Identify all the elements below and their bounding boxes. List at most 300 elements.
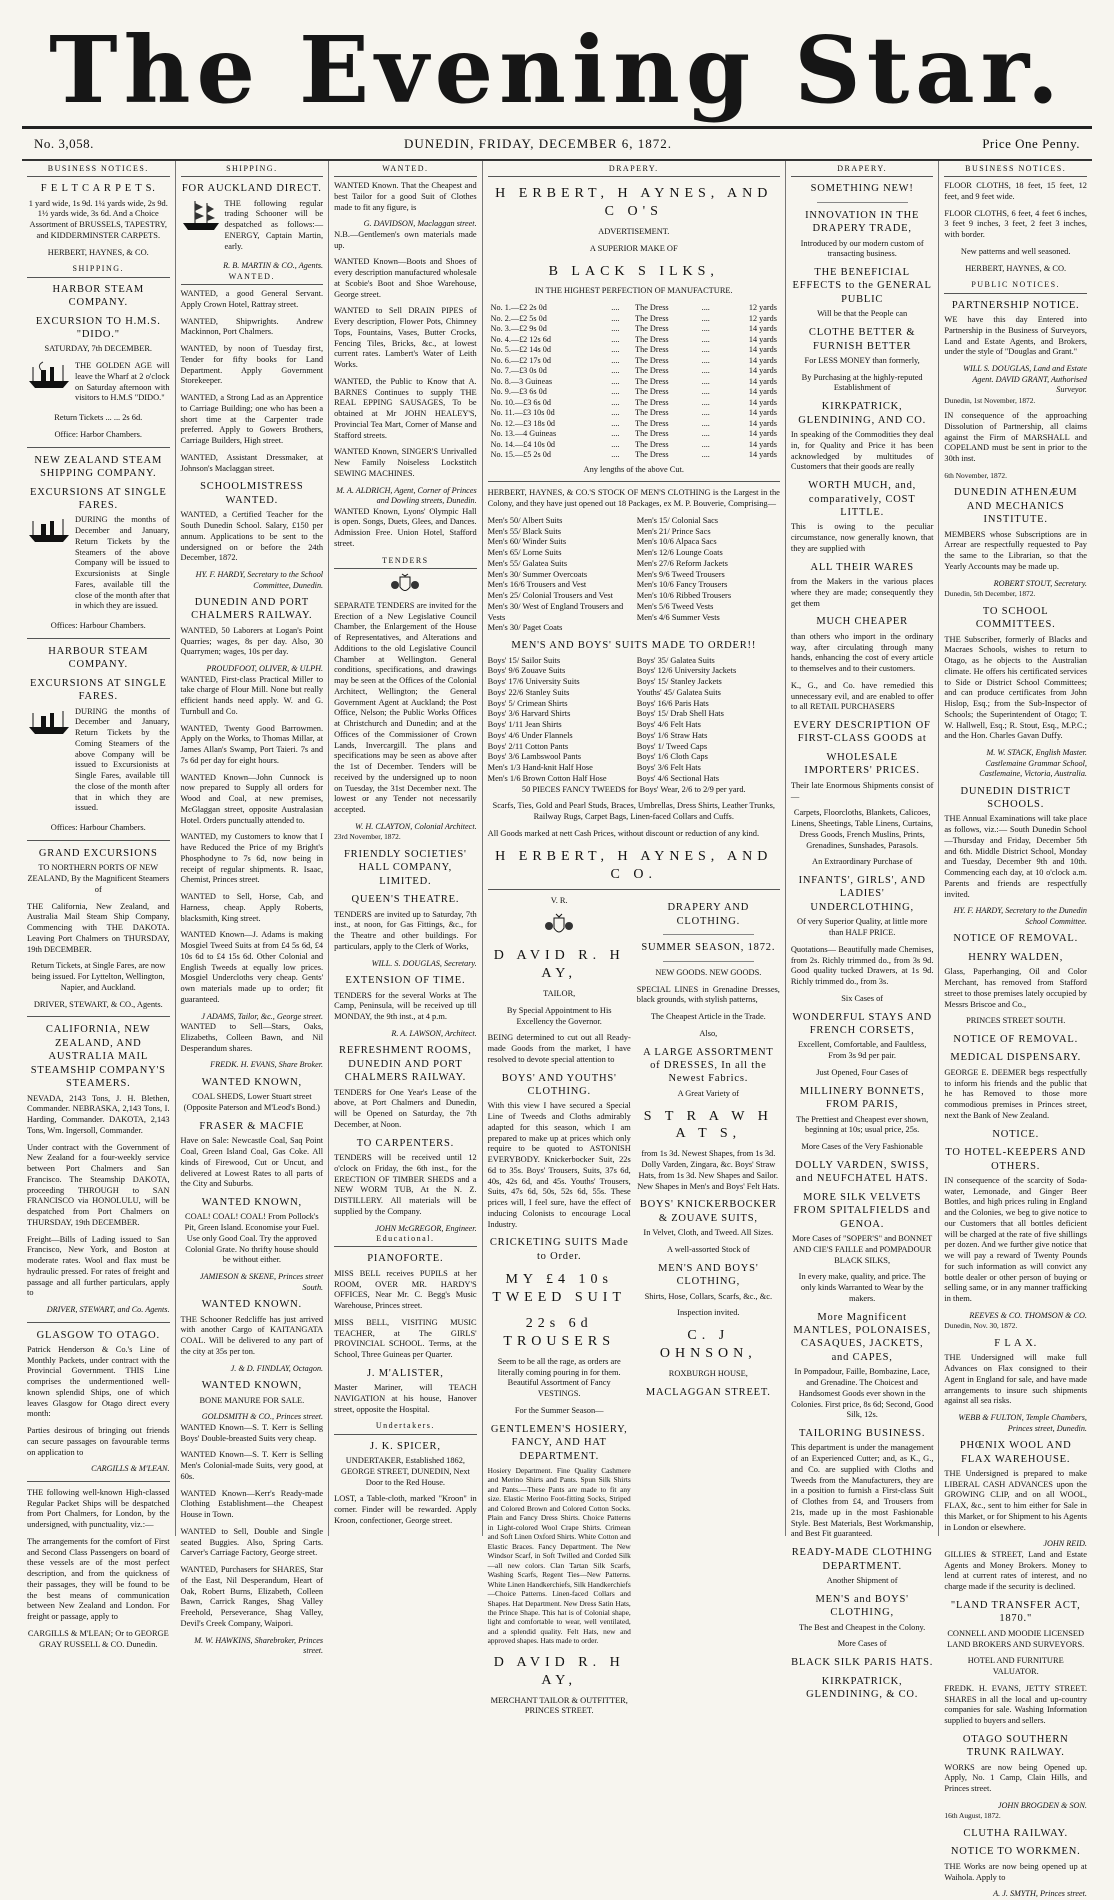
ad-title: CRICKETING SUITS Made to Order. <box>489 1237 629 1262</box>
ad-text: Excellent, Comfortable, and Faultless, From 3s 9d per pair. <box>797 1040 927 1061</box>
column-3 <box>329 161 483 1536</box>
table-cell: No. 3.—£2 9s 0d <box>490 324 547 334</box>
ad-date: 6th November, 1872. <box>944 470 1007 480</box>
ad-text: Glass, Paperhanging, Oil and Color Merchant, has removed from Stafford street to those premises lately occupied by Messrs Briscoe and Co., <box>944 967 1087 1009</box>
masthead <box>22 14 1092 126</box>
table-cell: The Dress <box>635 450 669 460</box>
list-item: Men's 10/6 Alpaca Sacs <box>636 537 717 547</box>
ad-signature: R. B. MARTIN & CO., Agents. <box>223 261 324 271</box>
ad-text: FLOOR CLOTHS, 6 feet, 4 feet 6 inches, 3 feet 9 inches, 3 feet, 2 feet 3 inches, with border. <box>944 208 1087 240</box>
list-item: Boys' 3/6 Harvard Shirts <box>487 709 571 719</box>
ad-signature: JAMIESON & SKENE, Princes street South. <box>199 1272 324 1292</box>
ad-text: THE following well-known High-classed Regular Packet Ships will be despatched from Port Chalmers, for London, by the undersigned, with punctuality, viz.:— <box>27 1487 170 1530</box>
list-item: Boys' 1/ Tweed Caps <box>636 741 708 751</box>
table-cell: .... <box>701 418 710 428</box>
table-cell: .... <box>611 366 620 376</box>
table-cell: .... <box>611 303 620 313</box>
ad-title: CALIFORNIA, NEW ZEALAND, AND AUSTRALIA MAIL STEAMSHIP COMPANY'S STEAMERS. <box>30 1024 166 1090</box>
ad-text: Quotations— Beautifully made Chemises, from 2s. Richly trimmed do., from 3s 9d. Good quality tucked Drawers, at 1s 9d. Richly trimmed do., from 3s. <box>790 944 934 987</box>
ad-title: MEN'S AND BOYS' CLOTHING, <box>658 1262 759 1288</box>
table-row <box>488 440 780 451</box>
divider <box>27 1322 170 1323</box>
section-heading: PUBLIC NOTICES. <box>944 280 1087 293</box>
table-cell: 14 yards <box>748 418 777 428</box>
column-heading: SHIPPING. <box>181 164 324 177</box>
table-cell: No. 7.—£3 0s 0d <box>490 366 547 376</box>
ad-text: Just Opened, Four Cases of <box>816 1067 909 1077</box>
list-item: Men's 9/6 Tweed Trousers <box>636 569 725 579</box>
ad-text: HOTEL AND FURNITURE VALUATOR. <box>967 1656 1064 1677</box>
ad-title: KIRKPATRICK, GLENDINING, AND CO. <box>798 401 927 426</box>
ad-title: THE BENEFICIAL EFFECTS to the GENERAL PUBLIC <box>792 267 932 305</box>
ad-title: TO HOTEL-KEEPERS AND OTHERS. <box>945 1147 1087 1172</box>
ad-text: THE Undersigned will make full Advances on Flax consigned to their Agent in England for sale, and have made arrangements to insure such shipments against all sea risks. <box>944 1353 1087 1406</box>
table-cell: 14 yards <box>748 334 777 344</box>
divider <box>27 840 170 841</box>
ad-text: WANTED to Sell, Double and Single seated Buggies. Also, Spring Carts. Carver's Carriage Factory, George street. <box>180 1526 324 1558</box>
ad-text: NEW GOODS. NEW GOODS. <box>655 967 762 977</box>
table-cell: No. 9.—£3 6s 0d <box>490 387 547 397</box>
ad-text: THE Works are now being opened up at Waihola. Apply to <box>944 1861 1087 1882</box>
ad-title: WONDERFUL STAYS AND FRENCH CORSETS, <box>792 1011 932 1037</box>
ad-signature: M. W. HAWKINS, Sharebroker, Princes street. <box>194 1635 324 1656</box>
ad-title: PHŒNIX WOOL AND FLAX WAREHOUSE. <box>959 1440 1072 1465</box>
ad-text: Patrick Henderson & Co.'s Line of Monthly Packets, under contract with the Provincial Government. THIS Line comprises the undermentioned well-known splendid Ships, one of which leaves Glasgow for Otago direct every month: <box>27 1344 170 1419</box>
table-cell: .... <box>611 439 620 449</box>
ad-text: HERBERT, HAYNES, & CO.'S STOCK OF MEN'S CLOTHING is the Largest in the Colony, and they have just opened out 18 Packages, ex M. P. Bouverie, Comprising— <box>487 488 780 509</box>
table-cell: No. 14.—£4 10s 0d <box>490 439 556 449</box>
ad-signature: WILL S. DOUGLAS, Land and Estate Agent. DAVID GRANT, Authorised Surveyor. <box>963 364 1087 395</box>
ad-subtitle: EXCURSION TO H.M.S. "DIDO." <box>35 315 161 340</box>
ad-title: GRAND EXCURSIONS <box>38 847 158 859</box>
ad-text: UNDERTAKER, Established 1862, GEORGE STREET, DUNEDIN, Next Door to the Red House. <box>340 1456 470 1487</box>
ad-title: PIANOFORTE. <box>367 1253 444 1265</box>
ad-text: WANTED, First-class Practical Miller to take charge of Flour Mill. None but really efficient hands need apply. W. and G. Turnbull and Co. <box>180 674 324 716</box>
mens-clothing-list <box>488 516 780 634</box>
ad-signature: CARGILLS & M'LEAN. <box>91 1464 170 1474</box>
ad-title: DUNEDIN DISTRICT SCHOOLS. <box>960 785 1071 810</box>
ad-text: DURING the months of December and January, Return Tickets by the Coming Steamers of the above Company will be issued to Excursionists at Single Fares, available till the close of the month after that in which they are issued. <box>75 706 170 813</box>
ad-text: IN consequence of the approaching Dissolution of Partnership, all claims against the Firm of MARSHALL and COPELAND must be sent in prior to the 30th inst. <box>944 411 1087 464</box>
ad-title: MEN'S and BOYS' CLOTHING, <box>815 1593 909 1619</box>
ad-text: In every make, quality, and price. The only kinds Warranted to Wear by the makers. <box>798 1272 926 1303</box>
ad-signature: CARGILLS & M'LEAN; Or to GEORGE GRAY RUSSELL & CO. Dunedin. <box>27 1628 169 1649</box>
ad-signature: R. A. LAWSON, Architect. <box>391 1028 477 1038</box>
table-cell: 14 yards <box>748 324 777 334</box>
ad-title: BOYS' KNICKERBOCKER & ZOUAVE SUITS, <box>639 1199 777 1224</box>
ad-text: Their late Enormous Shipments consist of— <box>790 780 934 801</box>
table-cell: No. 13.—4 Guineas <box>490 429 557 439</box>
table-cell: .... <box>611 345 620 355</box>
dateline <box>22 129 1092 159</box>
ad-text: TENDERS for the several Works at The Camp, Peninsula, will be received up till MONDAY, the 9th inst., at 4 p.m. <box>334 990 477 1022</box>
ad-title: J. M'ALISTER, <box>366 1367 444 1379</box>
ad-text: For LESS MONEY than formerly, <box>804 355 920 365</box>
newspaper-title: The Evening Star. <box>49 16 1065 124</box>
ad-title: NOTICE. <box>992 1128 1040 1140</box>
ad-title: DOLLY VARDEN, SWISS, and NEUFCHATEL HATS. <box>795 1159 930 1185</box>
ad-text: With this view I have secured a Special Line of Tweeds and Cloths admirably adapted for this season, which I am prepared to make up at prices which only require to be quoted to ASTONISH EVERYBODY. Knickerbocker Suit, 22s 6d to 35s. Boys' Trousers, Suits, 37s 6d, 40s, 42s 6d, and 45s. Youths' Trousers, Suits, 47s 6d, 50s, 52s 6d, 55s. These prices will, I feel sure, have the effect of inducing Colonists to encourage Local Industry. <box>487 1101 631 1229</box>
ad-text: Return Tickets ... ... 2s 6d. <box>54 413 143 423</box>
ad-signature: J. & D. FINDLAY, Octagon. <box>230 1363 324 1373</box>
table-cell: .... <box>611 387 620 397</box>
ad-text: WANTED, a good General Servant. Apply Crown Hotel, Rattray street. <box>180 289 324 309</box>
table-cell: .... <box>611 376 620 386</box>
ad-title: QUEEN'S THEATRE. <box>351 894 460 906</box>
place-date: DUNEDIN, FRIDAY, DECEMBER 6, 1872. <box>404 136 673 151</box>
ad-text: Parties desirous of bringing out friends can secure passages on favourable terms on application to <box>27 1426 170 1457</box>
ad-text: THE Undersigned is prepared to make LIBERAL CASH ADVANCES upon the GROWING CLIP, and on all WOOL, FLAX, &c., sent to him either for Sale in this Market, or for Shipment to his Agents in London or elsewhere. <box>944 1468 1087 1532</box>
ad-text: Freight—Bills of Lading issued to San Francisco, New York, and Boston at moderate rates. Wool and flax must be hydraulic pressed. For rates of freight and passage and all further particulars, apply to <box>27 1234 170 1298</box>
issue-number: No. 3,058. <box>34 136 94 151</box>
ad-text: This department is under the management of an Experienced Cutter; and, as K., G., and Co. are supplied with Cloths and Tweeds from the Manufacturers, they are in a position to furnish a First-class Suit of Clothes from £4, and Trousers from 21s, made up in the most Fashionable Style. Best Materials, Best Workmanship, and Best Fit guaranteed. <box>790 1443 934 1539</box>
table-row <box>488 429 780 440</box>
ad-text: WANTED Known, SINGER'S Unrivalled New Family Noiseless Lockstitch SEWING MACHINES. <box>334 447 477 478</box>
list-item: Boys' 1/11 Jean Shirts <box>487 720 562 730</box>
ad-text: Of very Superior Quality, at little more than HALF PRICE. <box>796 917 928 938</box>
ad-title: NEW ZEALAND STEAM SHIPPING COMPANY. <box>34 454 163 480</box>
list-item: Men's 5/6 Tweed Vests <box>636 601 714 611</box>
table-cell: No. 10.—£3 6s 0d <box>490 397 551 407</box>
ad-text: All Goods marked at nett Cash Prices, without discount or reduction of any kind. <box>487 828 760 838</box>
ad-signature: HY. F. HARDY, Secretary to the School Committee, Dunedin. <box>195 570 324 590</box>
list-item: Youths' 45/ Galatea Suits <box>636 687 721 697</box>
table-cell: .... <box>701 397 710 407</box>
ad-title: NOTICE OF REMOVAL. <box>953 933 1079 945</box>
lower-drapery-ads <box>488 896 780 1723</box>
ad-text: Have on Sale: Newcastle Coal, Saq Point Coal, Green Island Coal, Gas Coke. All kinds of Firewood, Cut or Uncut, and delivered at Lowest Rates to all parts of the City and Suburbs. <box>180 1136 324 1189</box>
ad-date: SATURDAY, 7th DECEMBER. <box>44 344 153 354</box>
ad-title: BOYS' AND YOUTHS' CLOTHING. <box>501 1072 617 1097</box>
ad-text: WANTED Known—J. Adams is making Mosgiel Tweed Suits at from £4 5s 6d, £4 10s 6d to £4 15s 6d. Other Colonial and English Tweeds at equally low prices. Mosgiel Undercloths very cheap. Gents' own materials made up to order; fit guaranteed. <box>180 930 324 1004</box>
ad-text: WE have this day Entered into Partnership in the Business of Surveyors, Land and Estate Agents, and Brokers, under the style of "Douglas and Grant." <box>944 315 1087 357</box>
list-item: Boys' 2/11 Cotton Pants <box>487 741 569 751</box>
table-cell: 14 yards <box>748 366 777 376</box>
ad-title: DRAPERY AND CLOTHING. <box>667 902 750 927</box>
ad-title: PARTNERSHIP NOTICE. <box>951 299 1080 311</box>
list-item: Boys' 1/6 Straw Hats <box>636 730 708 740</box>
column-heading: WANTED. <box>334 164 477 177</box>
ad-signature: JOHN McGREGOR, Engineer. <box>375 1223 477 1233</box>
table-cell: The Dress <box>635 313 669 323</box>
ad-text: THE following regular trading Schooner will be despatched as follows:— ENERGY, Captain Martin, early. <box>224 198 324 251</box>
ad-signature: PRINCES STREET SOUTH. <box>966 1016 1066 1026</box>
table-cell: .... <box>701 313 710 323</box>
ad-text: Under contract with the Government of New Zealand for a four-weekly service between Port Chalmers and San Francisco. The Steamship DAKOTA, proceeding THROUGH to SAN FRANCISCO via HONOLULU, will be despatched from Port Chalmers on THURSDAY, 19th DECEMBER. <box>27 1142 170 1227</box>
table-cell: .... <box>701 303 710 313</box>
ad-signature: JOHN BROGDEN & SON. <box>997 1800 1087 1810</box>
table-cell: .... <box>701 450 710 460</box>
ad-text: By Purchasing at the highly-reputed Establishment of <box>801 372 923 393</box>
ad-subtitle: EXCURSIONS AT SINGLE FARES. <box>29 486 167 511</box>
ad-text: WANTED, the Public to Know that A. BARNES Continues to supply THE REAL EPPING SAUSAGES, To be obtained at Mr JOHN HEALEY'S, Provincial Tea Mart, Corner of Manse and Stafford streets. <box>334 376 477 440</box>
ad-text: FLOOR CLOTHS, 18 feet, 15 feet, 12 feet, and 9 feet wide. <box>944 181 1087 201</box>
ad-text: Return Tickets, at Single Fares, are now being issued. For Lyttelton, Wellington, Napier, and Auckland. <box>31 961 166 992</box>
ad-text: WANTED, my Customers to know that I have Reduced the Price of my Bright's Phosphodyne to 7s 6d, now being in receipt of regular shipments. R. Isaac, Chemist, Princes street. <box>180 832 324 885</box>
ad-signature: GOLDSMITH & CO., Princes street. <box>201 1412 324 1422</box>
ad-text: 1 yard wide, 1s 9d. 1¼ yards wide, 2s 9d. 1½ yards wide, 3s 6d. And a Choice Assortment of BRUSSELS, TAPESTRY, and KIDDERMINSTER CARPETS. <box>28 198 168 240</box>
table-cell: .... <box>701 429 710 439</box>
ad-title: FRIENDLY SOCIETIES' HALL COMPANY, LIMITED. <box>344 848 467 887</box>
ad-text: This is owing to the peculiar circumstance, now generally known, that they are supplied with <box>790 522 934 553</box>
ad-title: DUNEDIN AND PORT CHALMERS RAILWAY. <box>191 597 313 622</box>
ad-text: More Cases of <box>837 1639 887 1649</box>
ad-text: MISS BELL receives PUPILS at her ROOM, OVER MR. HARDY'S OFFICES, Near Mr. C. Begg's Music Warehouse, Princes street. <box>334 1268 477 1311</box>
ad-text: Also, <box>699 1028 718 1038</box>
ad-title: 22s 6d TROUSERS <box>503 1316 615 1349</box>
column-heading: DRAPERY. <box>488 164 780 177</box>
ad-title: More Magnificent MANTLES, POLONAISES, CASAQUES, JACKETS, and CAPES, <box>793 1311 931 1363</box>
ad-title: NOTICE OF REMOVAL. <box>953 1034 1079 1045</box>
ad-signature: ROBERT STOUT, Secretary. <box>993 578 1087 588</box>
table-cell: No. 1.—£2 2s 0d <box>490 303 547 313</box>
table-cell: 14 yards <box>748 429 777 439</box>
ad-title: ALL THEIR WARES <box>810 561 914 573</box>
ad-title: EXTENSION OF TIME. <box>345 975 466 987</box>
ad-title: INFANTS', GIRLS', AND LADIES' UNDERCLOTHING, <box>798 875 926 913</box>
ad-signature: J ADAMS, Tailor, &c., George street. <box>201 1011 324 1021</box>
table-cell: 14 yards <box>748 397 777 407</box>
ad-title: REFRESHMENT ROOMS, DUNEDIN AND PORT CHALMERS RAILWAY. <box>339 1045 472 1084</box>
ad-title: FRASER & MACFIE <box>199 1120 305 1132</box>
list-left <box>488 516 631 634</box>
ad-title: C. J OHNSON, <box>659 1328 757 1362</box>
ad-text: Six Cases of <box>841 993 884 1003</box>
ad-signature: DRIVER, STEWART, and Co. Agents. <box>46 1305 170 1315</box>
ship-illustration <box>27 707 170 821</box>
divider <box>817 202 908 203</box>
ad-signature: MERCHANT TAILOR & OUTFITTER, PRINCES STREET. <box>490 1695 628 1716</box>
ad-text: LOST, a Table-cloth, marked "Kroon" in corner. Finder will be rewarded. Apply Kroon, confectioner, George street. <box>334 1494 477 1525</box>
list-item: Boys' 16/6 Paris Hats <box>636 698 709 708</box>
ad-text: Will be that the People can <box>817 309 908 319</box>
ad-title: WANTED KNOWN, <box>201 1380 302 1392</box>
ad-title: WANTED KNOWN. <box>201 1299 302 1311</box>
ad-text: WANTED to Sell DRAIN PIPES of Every description, Flower Pots, Chimney Tops, Fountains, Vases, Butter Crocks, Fencing Tiles, Bricks, &c., at lowest current rates. Lambert's Water of Leith Works. <box>334 306 477 370</box>
ad-text: The Cheapest Article in the Trade. <box>650 1012 766 1022</box>
table-row <box>488 377 780 388</box>
list-item: Men's 30/ Paget Coats <box>487 623 563 633</box>
ad-text: The Best and Cheapest in the Colony. <box>799 1622 926 1632</box>
ad-text: THE Annual Examinations will take place as follows, viz.:— South Dunedin School—Thursday and Friday, December 5th and 6th. Middle District School, Monday and Tuesday, December 9th and 10th. Commencing each day, at 10 o'clock a.m. Parents and friends are respectfully invited. <box>944 814 1087 899</box>
ad-title: FOR AUCKLAND DIRECT. <box>181 183 322 195</box>
ad-title: WHOLESALE IMPORTERS' PRICES. <box>804 751 920 777</box>
ad-title: CLUTHA RAILWAY. <box>963 1827 1068 1839</box>
ad-text: WANTED, by noon of Tuesday first, Tender for fifty books for Land Department. Apply Government Storekeeper. <box>180 344 324 386</box>
ad-title: WANTED KNOWN, <box>201 1197 302 1209</box>
coat-of-arms-icon <box>541 913 577 939</box>
ad-signature: KIRKPATRICK, GLENDINING, & CO. <box>806 1675 919 1701</box>
table-row <box>488 398 780 409</box>
table-cell: The Dress <box>635 429 669 439</box>
ad-signature: M. W. STACK, English Master. Castlemaine Grammar School, Castlemaine, Victoria, Australia. <box>979 748 1087 778</box>
table-row <box>488 387 780 398</box>
ad-signature: JOHN REID. <box>1043 1539 1087 1549</box>
ad-text: NEVADA, 2143 Tons, J. H. Blethen, Commander. NEBRASKA, 2,143 Tons, I. Harding, Commander. DAKOTA, 2,143 Tons, Wm. Ingersoll, Commander. <box>27 1093 170 1135</box>
table-cell: The Dress <box>635 439 669 449</box>
ad-title: F L A X. <box>994 1337 1038 1349</box>
list-item: Men's 15/ Colonial Sacs <box>636 515 719 525</box>
table-cell: The Dress <box>635 324 669 334</box>
table-cell: .... <box>701 387 710 397</box>
section-heading: WANTED. <box>181 272 324 285</box>
ad-text: WANTED, a Certified Teacher for the South Dunedin School. Salary, £150 per annum. Applications to be sent to the undersigned on or before the 24th December, 1872. <box>180 510 324 563</box>
ad-text: WANTED, Twenty Good Barrowmen. Apply on the Works, to Thomas Millar, at James Allan's Swamp, Port Taieri. 7s and 7s 6d per day for eight hours. <box>180 723 324 765</box>
table-cell: 14 yards <box>748 345 777 355</box>
ad-text: BONE MANURE FOR SALE. <box>199 1395 305 1405</box>
vr-label: V. R. <box>550 896 568 906</box>
ad-text: BEING determined to cut out all Ready-made Goods from the market, I have resolved to devote special attention to <box>487 1033 631 1064</box>
ad-title: MEN'S AND BOYS' SUITS MADE TO ORDER!! <box>511 640 757 652</box>
ad-title: F E L T C A R P E T S. <box>40 183 156 195</box>
ad-text: TENDERS are invited up to Saturday, 7th inst., at noon, for Gas Fittings, &c., for the Theatre and other buildings. For particulars, apply to the Clerk of Works, <box>334 909 477 951</box>
ad-title: D AVID R. H AY, <box>493 948 625 982</box>
ad-text: FREDK. H. EVANS, JETTY STREET. SHARES in all the local and up-country companies for sale. Washing Information supplied to buyers and sellers. <box>944 1683 1087 1726</box>
ad-title: GENTLEMEN'S HOSIERY, FANCY, AND HAT DEPARTMENT. <box>490 1423 628 1462</box>
divider <box>488 481 780 482</box>
ad-title: B LACK S ILKS, <box>548 263 719 279</box>
ad-text: For the Summer Season— <box>514 1405 604 1415</box>
ad-text: DURING the months of December and January, Return Tickets by the Steamers of the above Company will be issued to Excursionists at Single Fares, available till the close of the month after that in which they are issued. <box>75 515 170 611</box>
ad-subtitle: IN THE HIGHEST PERFECTION OF MANUFACTURE. <box>534 286 733 296</box>
ad-text: ROXBURGH HOUSE, <box>668 1368 748 1378</box>
list-item: Boys' 4/6 Felt Hats <box>636 720 701 730</box>
ad-title: WANTED KNOWN, <box>201 1076 302 1088</box>
list-right <box>637 516 780 634</box>
table-cell: No. 15.—£5 2s 0d <box>490 450 551 460</box>
ship-illustration <box>181 199 324 259</box>
ad-date: Dunedin, 1st November, 1872. <box>944 395 1036 405</box>
ad-text: A SUPERIOR MAKE OF <box>589 243 678 253</box>
table-row <box>488 450 780 461</box>
list-item: Men's 21/ Prince Sacs <box>636 526 711 536</box>
ad-text: WANTED, a Strong Lad as an Apprentice to Carriage Building; one who has been a short time at the Carpenter trade preferred. Apply to Gowers Brothers, Carriage Builders, High street. <box>180 393 324 446</box>
ad-text: WANTED, 50 Laborers at Logan's Point Quarries; wages, 8s per day. Also, 30 Quarrymen; wages, 10s per day. <box>180 625 324 657</box>
ad-text: More Cases of "SOPER'S" and BONNET AND CIE'S FAILLE and POMPADOUR BLACK SILKS, <box>792 1234 933 1265</box>
ad-date: 23rd November, 1872. <box>334 832 401 842</box>
ad-signature: A. J. SMYTH, Princes street. <box>993 1889 1087 1899</box>
list-item: Men's 30/ Summer Overcoats <box>487 569 588 579</box>
list-item: Boys' 22/6 Stanley Suits <box>487 687 570 697</box>
ad-text: WANTED Known—S. T. Kerr is Selling Boys' Double-breasted Suits very cheap. <box>180 1422 324 1443</box>
ad-subtitle: EXCURSIONS AT SINGLE FARES. <box>29 677 167 703</box>
ad-text: In Velvet, Cloth, and Tweed. All Sizes. <box>643 1228 774 1238</box>
ad-text: from 1s 3d. Newest Shapes, from 1s 3d. Dolly Varden, Zingara, &c. Boys' Straw Hats, from 1s 3d. New Shapes and Sailor. New Shapes in Men's and Boys' Felt Hats. <box>637 1149 780 1191</box>
ad-title: "LAND TRANSFER ACT, 1870." <box>950 1599 1081 1625</box>
divider <box>27 1481 170 1482</box>
coat-of-arms-icon <box>388 573 422 597</box>
ad-title: J. K. SPICER, <box>369 1440 441 1452</box>
list-item: Boys' 3/6 Lambswool Pants <box>487 752 582 762</box>
ad-text: from the Makers in the various places where they are made; consequently they get them <box>790 577 934 608</box>
table-cell: .... <box>611 429 620 439</box>
ad-text: K., G., and Co. have remedied this unnecessary evil, and are enabled to offer to all RETAIL PURCHASERS <box>790 680 934 712</box>
section-heading: Educational. <box>334 1234 477 1247</box>
list-item: Men's 55/ Galatea Suits <box>487 558 568 568</box>
ad-text: WANTED Known—John Cunnock is now prepared to Supply all orders for Wood and Coal, at new premises, McGlaggan street, opposite Australasian Hotel. Orders punctually attended to. <box>180 772 324 825</box>
ad-text: COAL! COAL! COAL! From Pollock's Pit, Green Island. Economise your Fuel. Use only Good Coal. Try the approved Colonial Grate. No thrifty house should be without either. <box>184 1212 320 1265</box>
ad-text: CONNELL AND MOODIE LICENSED LAND BROKERS AND SURVEYORS. <box>947 1628 1085 1649</box>
list-item: Boys' 5/ Crimean Shirts <box>487 698 568 708</box>
table-cell: No. 4.—£2 12s 6d <box>490 334 551 344</box>
ad-text: WANTED, Assistant Dressmaker, at Johnson's Maclaggan street. <box>180 452 324 473</box>
ad-title: A LARGE ASSORTMENT of DRESSES, In all the Newest Fabrics. <box>643 1046 774 1085</box>
ad-text: THE Schooner Redcliffe has just arrived with another Cargo of KAITANGATA COAL. Will be delivered to any part of the city at 35s per ton. <box>180 1314 324 1356</box>
ad-text: SPECIAL LINES in Grenadine Dresses, black grounds, with stylish patterns, <box>636 984 780 1005</box>
ad-text: Master Mariner, will TEACH NAVIGATION at his house, Hanover street, opposite the Hospital. <box>334 1383 477 1414</box>
table-row <box>488 335 780 346</box>
list-item: Men's 1/3 Hand-knit Half Hose <box>487 763 593 773</box>
list-item: Boys' 17/6 University Suits <box>487 677 580 687</box>
ad-title: HENRY WALDEN, <box>968 951 1064 963</box>
ad-title: HARBOR STEAM COMPANY. <box>52 283 145 309</box>
ad-text: A Great Variety of <box>677 1088 740 1098</box>
ad-title: NOTICE TO WORKMEN. <box>950 1846 1081 1858</box>
ad-title: TAILORING BUSINESS. <box>798 1428 926 1440</box>
ad-text: GILLIES & STREET, Land and Estate Agents and Money Brokers. Money to lend at current rates of interest, and no charge made if the security is declined. <box>944 1549 1087 1592</box>
list-item: Men's 12/6 Lounge Coats <box>636 548 723 558</box>
ad-text: An Extraordinary Purchase of <box>812 857 913 867</box>
ad-text: MEMBERS whose Subscriptions are in Arrear are respectfully requested to Pay the same to the Librarian, so that the Yearly Accounts may be made up. <box>944 529 1087 571</box>
sailing-ship-icon <box>181 199 221 231</box>
ship-illustration <box>27 515 170 618</box>
table-row <box>488 408 780 419</box>
table-cell: 14 yards <box>748 376 777 386</box>
david-hay-ad <box>488 896 631 1723</box>
table-cell: .... <box>701 355 710 365</box>
ad-text: IN consequence of the scarcity of Soda-water, Lemonade, and Ginger Beer Bottles, and high prices ruling in England and the Colonies, we beg to give notice to our Customers that all bottles deficient will be charged at the rate of five shillings per dozen. And we further give notice that we will pay a reward of Twenty Pounds for such information as will convict any bottle dealer or other person of buying or selling same, or in any manner trafficking in them. <box>944 1175 1087 1304</box>
ad-text: THE Subscriber, formerly of Blacks and Macraes Schools, wishes to return to Otago, as he objects to the Australian climate. He offers his certificated services to Side or District School Committees; and can produce certificates from John Hislop, Esq.; from the Sub-Inspector of Schools; the Superintendent of Otago; T. W. Hallwell, Esq.; R. Stout, Esq., M.P.C.; and the Hon. Charles Gavan Duffy. <box>944 634 1087 741</box>
table-row <box>488 419 780 430</box>
ad-text: COAL SHEDS, Lower Stuart street (Opposite Paterson and M'Leod's Bond.) <box>183 1092 320 1113</box>
section-heading: SHIPPING. <box>27 264 170 277</box>
ad-text: 50 PIECES FANCY TWEEDS for Boys' Wear, 2/6 to 2/9 per yard. <box>521 784 746 794</box>
columns <box>22 159 1092 1899</box>
ad-title: D AVID R. H AY, <box>493 1654 625 1688</box>
ad-text: SEPARATE TENDERS are invited for the Erection of a New Legislative Council Chamber, the Enlargement of the House of Representatives, and Alterations and Additions to the old Legislative Council Chamber at Wellington. General conditions, specifications, and drawings may be seen at the Offices of the Colonial Architect, Wellington; the General Government Agent at Auckland; the Post Office, Nelson; the Public Works Offices at Christchurch and Dunedin; and at the Offices of the Commissioner of Crown Lands, Invercargill. The plans and specifications may be seen as above after the 1st of December. Tenders will be received by the undersigned up to noon on Tuesday, the 31st December next. The lowest or any Tender not necessarily accepted. <box>334 600 477 815</box>
table-cell: 14 yards <box>748 387 777 397</box>
ad-title: EVERY DESCRIPTION OF FIRST-CLASS GOODS at <box>793 720 931 745</box>
list-item: Boys' 4/6 Under Flannels <box>487 730 573 740</box>
list-item: Men's 25/ Colonial Trousers and Vest <box>487 591 613 601</box>
table-cell: .... <box>611 334 620 344</box>
table-cell: .... <box>701 366 710 376</box>
table-row <box>488 345 780 356</box>
table-cell: 14 yards <box>748 355 777 365</box>
table-cell: .... <box>611 313 620 323</box>
table-cell: .... <box>611 397 620 407</box>
list-left <box>488 656 631 785</box>
table-cell: The Dress <box>635 303 669 313</box>
ad-subtitle: TO NORTHERN PORTS OF NEW ZEALAND, By the Magnificent Steamers of <box>27 863 170 894</box>
steamship-icon <box>27 361 71 389</box>
ad-title: OTAGO SOUTHERN TRUNK RAILWAY. <box>962 1733 1069 1759</box>
table-row <box>488 366 780 377</box>
table-cell: 12 yards <box>748 303 777 313</box>
list-item: Men's 65/ Lorne Suits <box>487 548 562 558</box>
table-cell: The Dress <box>635 397 669 407</box>
ad-text: THE GOLDEN AGE will leave the Wharf at 2 o'clock on Saturday afternoon with visitors to H.M.S "DIDO." <box>75 361 170 403</box>
ad-title: MUCH CHEAPER <box>816 616 908 628</box>
ad-title: MORE SILK VELVETS FROM SPITALFIELDS and GENOA. <box>793 1191 931 1230</box>
ad-text: TENDERS for One Year's Lease of the above, at Port Chalmers and Dunedin, will be Opened on Saturday, the 7th December, at Noon. <box>334 1087 477 1129</box>
ad-date: Dunedin, Nov. 30, 1872. <box>944 1321 1018 1331</box>
section-heading: Undertakers. <box>334 1421 477 1434</box>
list-item: Men's 10/6 Ribbed Trousers <box>636 591 732 601</box>
ad-text: WANTED to Sell, Horse, Cab, and Harness, cheap. Apply Roberts, blacksmith, King street. <box>180 892 324 923</box>
column-6 <box>939 161 1092 1899</box>
ad-title: H ERBERT, H AYNES, AND C O. <box>495 848 773 882</box>
